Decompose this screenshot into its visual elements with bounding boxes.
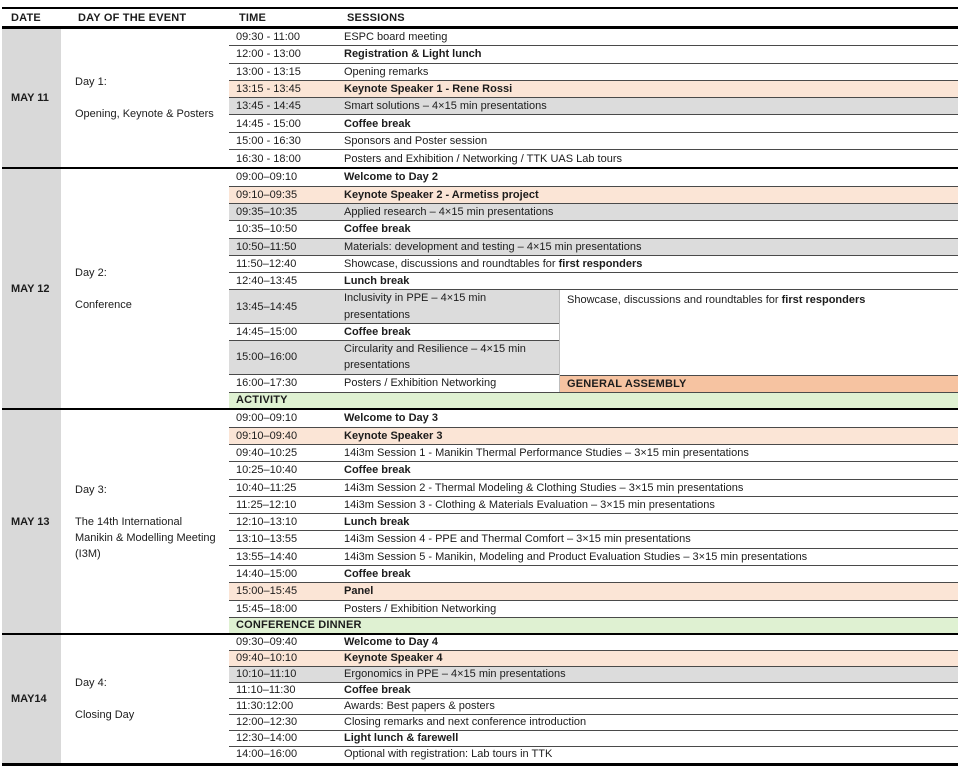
time-cell: 16:30 - 18:00 (236, 152, 301, 165)
session-rows (229, 635, 958, 762)
date-cell: MAY 13 (2, 410, 64, 633)
header-sessions: SESSIONS (347, 11, 405, 24)
time-cell: 13:55–14:40 (236, 550, 298, 563)
session-label: Optional with registration: Lab tours in TTK (344, 748, 553, 761)
session-label: Keynote Speaker 3 (344, 429, 443, 442)
session-row (229, 635, 958, 651)
session-label: Coffee break (344, 568, 411, 581)
day-of-event-line (75, 281, 219, 297)
session-label: 14i3m Session 1 - Manikin Thermal Performance Studies – 3×15 min presentations (344, 447, 749, 459)
session-cell (334, 116, 958, 132)
session-label: Welcome to Day 2 (344, 171, 438, 184)
session-row (229, 324, 559, 341)
session-label: Keynote Speaker 2 - Armetiss project (344, 188, 539, 201)
session-cell (334, 462, 958, 478)
session-label: Ergonomics in PPE – 4×15 min presentations (344, 668, 566, 681)
time-cell: 09:40–10:10 (236, 652, 298, 665)
day-of-event-line: Closing Day (75, 708, 135, 721)
session-row (229, 445, 958, 462)
session-cell (334, 428, 958, 444)
day-of-event-line: Conference (75, 298, 132, 311)
session-cell (334, 731, 958, 746)
session-cell (334, 98, 958, 114)
date-cell: MAY14 (2, 635, 64, 762)
session-cell (334, 204, 958, 220)
session-row (229, 115, 958, 132)
session-label: Posters / Exhibition Networking (344, 602, 497, 615)
session-cell (334, 651, 958, 666)
time-cell: 16:00–17:30 (236, 377, 298, 390)
session-row (229, 239, 958, 256)
session-cell (334, 699, 958, 714)
time-cell: 14:45–15:00 (236, 325, 298, 338)
session-label: Coffee break (344, 325, 411, 338)
session-label: Keynote Speaker 4 (344, 652, 443, 665)
time-cell: 12:40–13:45 (236, 275, 298, 288)
session-label: Opening remarks (344, 65, 429, 78)
session-cell (334, 410, 958, 426)
session-cell (334, 341, 559, 373)
session-label: Panel (344, 585, 374, 598)
session-cell (334, 239, 958, 255)
session-label: Closing remarks and next conference introduction (344, 715, 587, 728)
session-label: Smart solutions – 4×15 min presentations (344, 100, 547, 113)
split-left-column (229, 290, 559, 391)
session-label: Light lunch & farewell (344, 731, 459, 744)
session-cell (334, 290, 559, 322)
time-cell: 13:45–14:45 (236, 300, 298, 313)
time-cell: 09:00–09:10 (236, 171, 298, 184)
session-label: 14i3m Session 3 - Clothing & Materials Evaluation – 3×15 min presentations (344, 498, 715, 511)
session-cell (334, 256, 958, 272)
session-cell (334, 29, 958, 45)
general-assembly-cell: GENERAL ASSEMBLY (560, 375, 958, 392)
session-cell (334, 151, 958, 167)
session-cell (334, 583, 958, 599)
session-row (229, 204, 958, 221)
time-cell: 13:00 - 13:15 (236, 65, 301, 78)
session-label: Awards: Best papers & posters (344, 700, 495, 713)
time-cell: 15:00–15:45 (236, 585, 298, 598)
time-cell: 10:10–11:10 (236, 668, 297, 681)
session-row (229, 583, 958, 600)
day-of-event-cell (64, 410, 229, 633)
session-cell (334, 549, 958, 565)
session-row (229, 150, 958, 167)
day-of-event-line: Opening, Keynote & Posters (75, 108, 214, 121)
session-row (229, 64, 958, 81)
time-cell: 12:10–13:10 (236, 516, 298, 529)
session-row (229, 462, 958, 479)
banner-row: CONFERENCE DINNER (229, 618, 958, 634)
session-row (229, 497, 958, 514)
session-row (229, 221, 958, 238)
session-label: Welcome to Day 4 (344, 636, 438, 649)
date-cell: MAY 12 (2, 169, 64, 408)
time-cell: 13:15 - 13:45 (236, 82, 301, 95)
session-cell (334, 683, 958, 698)
time-cell: 09:10–09:35 (236, 188, 298, 201)
session-label: Showcase, discussions and roundtables for (344, 257, 559, 270)
session-label: Welcome to Day 3 (344, 412, 438, 425)
day-of-event-line: The 14th International Manikin & Modelling Meeting (I3M) (75, 515, 216, 560)
session-cell (334, 324, 559, 340)
time-cell: 10:35–10:50 (236, 223, 298, 236)
time-cell: 09:40–10:25 (236, 447, 298, 459)
session-row (229, 187, 958, 204)
session-row (229, 273, 958, 290)
session-rows (229, 169, 958, 408)
session-row (229, 683, 958, 699)
session-label: Lunch break (344, 516, 410, 529)
header-time: TIME (239, 11, 267, 24)
session-row (229, 699, 958, 715)
session-cell (334, 273, 958, 289)
split-row-block (229, 290, 958, 392)
time-cell: 13:45 - 14:45 (236, 100, 301, 113)
session-label: Inclusivity in PPE – 4×15 min presentations (344, 292, 487, 321)
session-row (229, 715, 958, 731)
session-row (229, 667, 958, 683)
session-cell (334, 81, 958, 97)
session-label: Lunch break (344, 275, 410, 288)
time-cell: 09:30–09:40 (236, 636, 298, 649)
day-of-event-line: Day 2: (75, 266, 107, 279)
session-label: 14i3m Session 2 - Thermal Modeling & Clothing Studies – 3×15 min presentations (344, 481, 744, 494)
session-row (229, 169, 958, 186)
time-cell: 09:10–09:40 (236, 429, 298, 442)
time-cell: 10:40–11:25 (236, 481, 297, 494)
header-day-of-event: DAY OF THE EVENT (78, 11, 187, 24)
session-label: Coffee break (344, 464, 411, 477)
session-label: Registration & Light lunch (344, 48, 482, 61)
time-cell: 12:00–12:30 (236, 715, 298, 728)
time-cell: 11:10–11:30 (236, 684, 296, 697)
time-cell: 14:45 - 15:00 (236, 117, 301, 130)
session-label: Materials: development and testing – 4×15 min presentations (344, 240, 642, 253)
session-cell (334, 497, 958, 513)
session-row (229, 46, 958, 63)
schedule-section (2, 169, 958, 410)
session-row (229, 29, 958, 46)
session-row (229, 81, 958, 98)
day-of-event-line: Day 1: (75, 76, 107, 89)
session-row (229, 256, 958, 273)
session-label: Applied research – 4×15 min presentations (344, 206, 554, 219)
split-right-column (559, 290, 958, 391)
time-cell: 12:00 - 13:00 (236, 48, 301, 61)
session-label: Coffee break (344, 684, 411, 697)
day-of-event-line: Day 3: (75, 483, 107, 496)
session-label: Posters / Exhibition Networking (344, 377, 497, 390)
session-cell (334, 747, 958, 762)
session-label: ESPC board meeting (344, 31, 448, 44)
session-label: Coffee break (344, 117, 411, 130)
session-rows (229, 410, 958, 633)
session-row (229, 601, 958, 618)
session-cell (334, 667, 958, 682)
session-cell (334, 133, 958, 149)
session-cell (334, 187, 958, 203)
time-cell: 12:30–14:00 (236, 731, 298, 744)
session-row (229, 480, 958, 497)
session-row (229, 731, 958, 747)
time-cell: 13:10–13:55 (236, 533, 298, 546)
banner-row: ACTIVITY (229, 393, 958, 409)
time-cell: 15:00–16:00 (236, 351, 298, 364)
session-label: 14i3m Session 4 - PPE and Thermal Comfort – 3×15 min presentations (344, 533, 691, 546)
session-row (229, 98, 958, 115)
session-cell (334, 221, 958, 237)
session-row (229, 531, 958, 548)
time-cell: 14:40–15:00 (236, 568, 298, 581)
session-row (229, 375, 559, 392)
header-date: DATE (11, 11, 41, 24)
session-label: Sponsors and Poster session (344, 134, 488, 147)
session-row (229, 290, 559, 323)
day-of-event-cell (64, 29, 229, 167)
time-cell: 09:35–10:35 (236, 206, 298, 219)
schedule-section (2, 635, 958, 765)
day-of-event-line (75, 498, 219, 514)
session-cell (334, 169, 958, 185)
session-row (229, 651, 958, 667)
session-label-bold-part: first responders (558, 257, 643, 270)
time-cell: 11:25–12:10 (236, 498, 297, 511)
time-cell: 11:50–12:40 (236, 257, 297, 270)
day-of-event-cell (64, 635, 229, 762)
date-cell: MAY 11 (2, 29, 64, 167)
session-label: Keynote Speaker 1 - Rene Rossi (344, 82, 513, 95)
session-label: 14i3m Session 5 - Manikin, Modeling and Product Evaluation Studies – 3×15 min presentations (344, 550, 808, 563)
session-cell (334, 635, 958, 650)
session-row (229, 514, 958, 531)
session-label: Circularity and Resilience – 4×15 min presentations (344, 343, 526, 372)
session-cell (334, 46, 958, 62)
session-label: Coffee break (344, 223, 411, 236)
session-label: Showcase, discussions and roundtables for (567, 294, 782, 307)
session-row (229, 747, 958, 763)
day-of-event-line: Day 4: (75, 676, 107, 689)
time-cell: 09:00–09:10 (236, 412, 298, 425)
session-label: Posters and Exhibition / Networking / TTK UAS Lab tours (344, 152, 622, 165)
session-row (229, 133, 958, 150)
table-header-row (2, 7, 958, 29)
session-cell (334, 445, 958, 461)
schedule-section (2, 410, 958, 635)
day-of-event-line (75, 90, 219, 106)
schedule-section (2, 29, 958, 169)
session-cell (334, 531, 958, 547)
session-label-bold-part: first responders (781, 294, 866, 307)
session-cell (334, 715, 958, 730)
time-cell: 15:45–18:00 (236, 602, 298, 615)
session-row (229, 428, 958, 445)
session-row (229, 566, 958, 583)
time-cell: 11:30:12:00 (236, 700, 294, 713)
time-cell: 15:00 - 16:30 (236, 134, 301, 147)
session-cell (334, 566, 958, 582)
day-of-event-line (75, 691, 219, 707)
session-row (229, 549, 958, 566)
session-cell (334, 375, 559, 391)
schedule-sections (2, 29, 958, 766)
session-cell (334, 64, 958, 80)
session-cell (334, 514, 958, 530)
day-of-event-cell (64, 169, 229, 408)
session-row (229, 410, 958, 427)
time-cell: 10:50–11:50 (236, 240, 297, 253)
time-cell: 10:25–10:40 (236, 464, 298, 477)
session-cell (334, 601, 958, 617)
session-row (229, 341, 559, 374)
split-right-note-cell (560, 290, 958, 374)
session-cell (334, 480, 958, 496)
time-cell: 14:00–16:00 (236, 748, 298, 761)
time-cell: 09:30 - 11:00 (236, 31, 301, 44)
session-rows (229, 29, 958, 167)
